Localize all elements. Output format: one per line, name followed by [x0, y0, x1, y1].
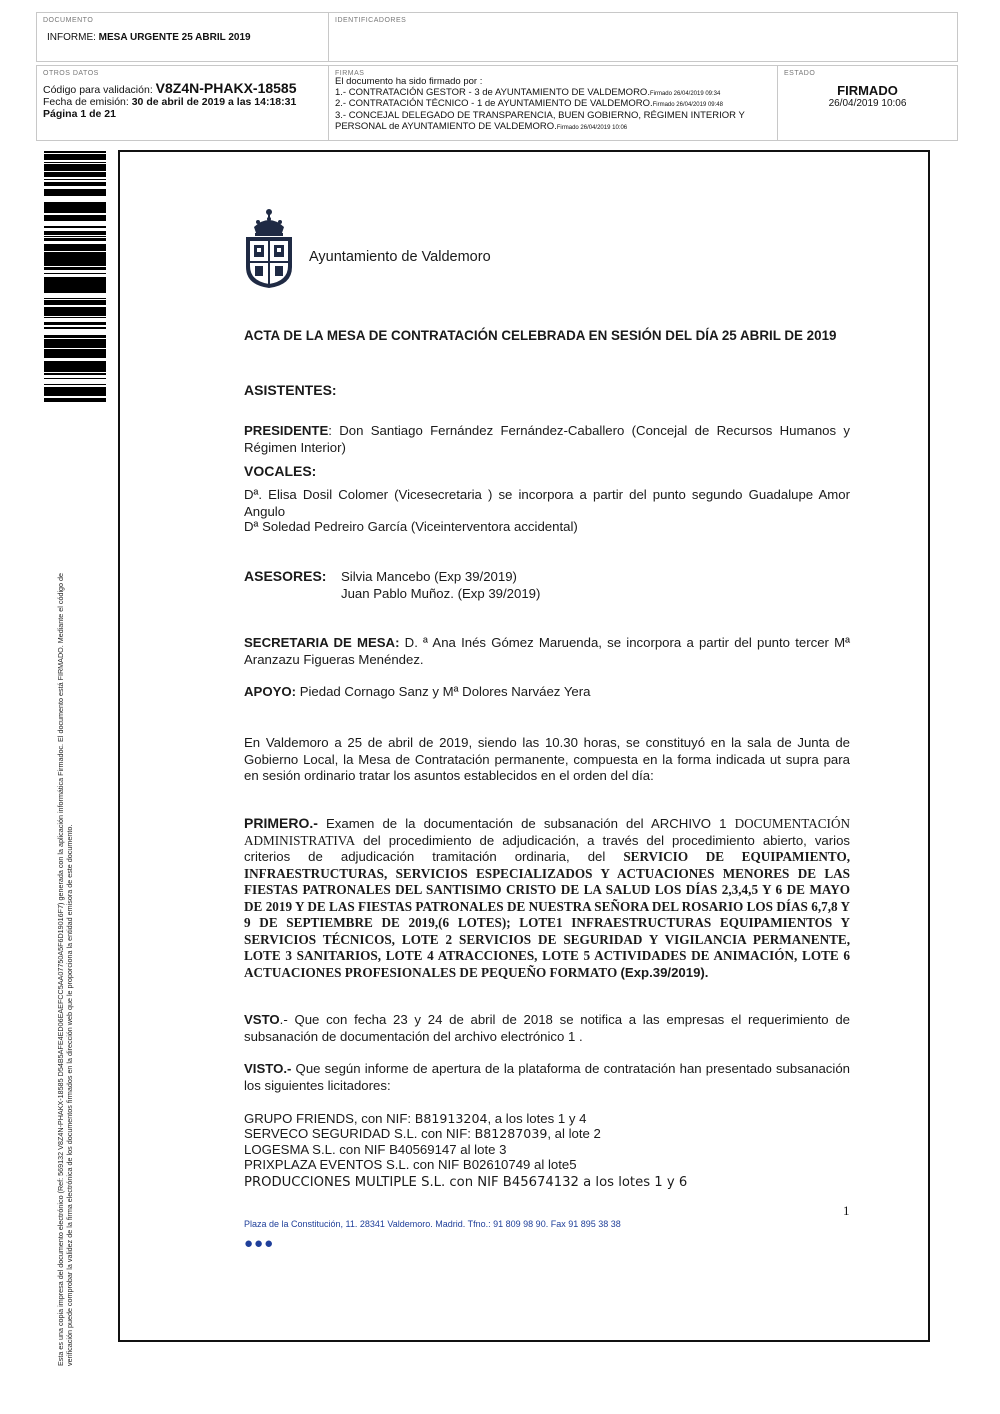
status-badge: FIRMADO: [837, 83, 898, 98]
estado-caption: ESTADO: [784, 70, 816, 77]
list-item: [244, 1111, 850, 1126]
vsto-paragraph: [244, 1012, 850, 1045]
signature-line: [335, 122, 771, 134]
secretaria-label: SECRETARIA DE MESA:: [244, 635, 400, 650]
firmas-caption: FIRMAS: [335, 70, 365, 77]
list-item: PRODUCCIONES MULTIPLE S.L. con NIF B45674132 a los lotes 1 y 6: [244, 1174, 688, 1190]
asesores-label: ASESORES:: [244, 568, 327, 584]
emission-date-line: [43, 96, 322, 108]
firmas-box: [328, 65, 778, 141]
document-title-value: MESA URGENTE 25 ABRIL 2019: [98, 32, 251, 43]
emission-date-label: Fecha de emisión:: [43, 96, 129, 108]
signature-text: PERSONAL de AYUNTAMIENTO DE VALDEMORO.: [335, 121, 557, 133]
vsto-label: VSTO: [244, 1012, 280, 1027]
identificadores-caption: IDENTIFICADORES: [335, 17, 407, 24]
primero-paragraph: [244, 815, 850, 981]
signature-text: 3.- CONCEJAL DELEGADO DE TRANSPARENCIA, BUEN GOBIERNO, RÉGIMEN INTERIOR Y: [335, 109, 745, 121]
page-count: Página 1 de 21: [43, 108, 116, 120]
letterhead-name: Ayuntamiento de Valdemoro: [309, 249, 491, 265]
primero-service-name: SERVICIO DE EQUIPAMIENTO, INFRAESTRUCTURAS, SERVICIOS ESPECIALIZADOS Y ACTUACIONES MENORES DE LAS FIESTAS PATRONALES DEL SANTISIMO CRISTO DE LA SALUD LOS DÍAS 2,3,4,5 Y 6 DE MAYO DE 2019 Y DE LAS FIESTAS PATRONALES DE NUESTRA SEÑORA DEL ROSARIO LOS DÍAS 6,7,8 Y 9 DE SEPTIEMBRE DE 2019,(6 LOTES); LOTE1 INFRAESTRUCTURAS EQUIPAMIENTOS Y SERVICIOS TÉCNICOS, LOTE 2 SERVICIOS DE SEGURIDAD Y VIGILANCIA PERMANENTE, LOTE 3 SANITARIOS, LOTE 4 ATRACCIONES, LOTE 5 ACTIVIDADES DE ANIMACIÓN, LOTE 6 ACTUACIONES PROFESIONALES DE PEQUEÑO FORMATO: [244, 849, 851, 980]
licitador-lotes: , al lote 2: [547, 1126, 601, 1142]
signature-stamp: Firmado 26/04/2019 10:06: [556, 125, 628, 132]
validation-code: V8Z4N-PHAKX-18585: [155, 80, 297, 96]
validation-code-label: Código para validación:: [43, 84, 153, 96]
estado-box: [777, 65, 958, 141]
side-text-line-1: Esta es una copia impresa del documento electrónico (Ref: 569132 V8Z4N-PHAKX-18585 D54B5AFE4ED06EAEFCC5AA07750A5F6D19016F7) generada con la aplicación informática Firmadoc. El documento está FIRMADO. Mediante el código de: [56, 572, 65, 1366]
identificadores-box: [328, 12, 958, 62]
list-item: [244, 1126, 850, 1141]
signature-stamp: Firmado 26/04/2019 09:48: [652, 102, 723, 109]
primero-text-c: del procedimiento de adjudicación, a través del procedimiento abierto, varios criterios de adjudicación tramitación ordinaria, del: [244, 832, 850, 864]
apoyo-label: APOYO:: [244, 684, 297, 699]
emission-date-value: 30 de abril de 2019 a las 14:18:31: [131, 96, 297, 108]
visto-paragraph: [244, 1061, 850, 1094]
firmas-intro: El documento ha sido firmado por :: [335, 76, 483, 87]
asistentes-heading: ASISTENTES:: [244, 382, 337, 398]
licitadores-list: [244, 1111, 850, 1190]
asesores-block: [244, 568, 850, 602]
coat-of-arms-logo: [244, 205, 294, 289]
documento-caption: DOCUMENTO: [43, 17, 94, 24]
presidente-label: PRESIDENTE: [244, 423, 329, 438]
otros-datos-caption: OTROS DATOS: [43, 70, 99, 77]
secretaria-text: D. ª Ana Inés Gómez Maruenda, se incorpora a partir del punto tercer Mª Aranzazu Figueras Menéndez.: [244, 635, 850, 667]
list-item: [244, 1157, 850, 1172]
licitador-lotes: , a los lotes 1 y 4: [487, 1111, 587, 1126]
footer-dots: ●●●: [244, 1235, 275, 1252]
presidente-paragraph: [244, 423, 850, 456]
asesor-name: Silvia Mancebo (Exp 39/2019): [341, 569, 517, 584]
document-title: [47, 32, 322, 43]
act-title: ACTA DE LA MESA DE CONTRATACIÓN CELEBRADA EN SESIÓN DEL DÍA 25 ABRIL DE 2019: [244, 328, 837, 343]
primero-label: PRIMERO.-: [244, 815, 318, 831]
otros-datos-box: [36, 65, 329, 141]
apoyo-paragraph: [244, 684, 850, 701]
licitador-text: PRIXPLAZA EVENTOS S.L. con NIF B02610749 al lote5: [244, 1157, 577, 1173]
documento-box: [36, 12, 329, 62]
licitador-text: LOGESMA S.L. con NIF B40569147 al lote 3: [244, 1141, 507, 1157]
vocal-paragraph: Dª Soledad Pedreiro García (Viceinterventora accidental): [244, 519, 578, 534]
apoyo-text: Piedad Cornago Sanz y Mª Dolores Narváez Yera: [296, 684, 591, 699]
signature-text: 1.- CONTRATACIÓN GESTOR - 3 de AYUNTAMIENTO DE VALDEMORO.: [335, 86, 650, 98]
status-date: 26/04/2019 10:06: [828, 98, 907, 109]
secretaria-paragraph: [244, 635, 850, 668]
validation-code-line: [43, 82, 322, 96]
vocal-paragraph: Dª. Elisa Dosil Colomer (Vicesecretaria ) se incorpora a partir del punto segundo Guadalupe Amor Angulo: [244, 487, 850, 519]
document-title-prefix: INFORME:: [47, 32, 96, 43]
footer-address: Plaza de la Constitución, 11. 28341 Valdemoro. Madrid. Tfno.: 91 809 98 90. Fax 91 895 38 38: [244, 1219, 621, 1229]
visto-text: Que según informe de apertura de la plataforma de contratación han presentado subsanación los siguientes licitadores:: [244, 1061, 850, 1093]
barcode-image: [44, 150, 106, 402]
asesor-name: Juan Pablo Muñoz. (Exp 39/2019): [341, 585, 541, 601]
primero-text-b: DOCUMENTACIÓN ADMINISTRATIVA: [244, 816, 850, 848]
presidente-text: : Don Santiago Fernández Fernández-Caballero (Concejal de Recursos Humanos y Régimen Interior): [244, 423, 850, 455]
visto-label: VISTO.-: [244, 1061, 292, 1076]
verification-side-text: [56, 426, 74, 1366]
licitador-text: GRUPO FRIENDS, con NIF:: [244, 1111, 415, 1126]
licitador-text: SERVECO SEGURIDAD S.L. con NIF:: [244, 1126, 475, 1142]
intro-paragraph: En Valdemoro a 25 de abril de 2019, siendo las 10.30 horas, se constituyó en la sala de Junta de Gobierno Local, la Mesa de Contratación permanente, compuesta en la forma indicada ut supra para en sesión ordinario tratar los asuntos establecidos en el orden del día:: [244, 735, 850, 783]
licitador-nif: B81287039: [474, 1126, 548, 1142]
list-item: [244, 1142, 850, 1157]
side-text-line-2: verificación puede comprobar la validez de la firma electrónica de los documentos firmados en la dirección web que le proporciona la entidad emisora de este documento.: [65, 824, 74, 1366]
primero-text-a: Examen de la documentación de subsanación del ARCHIVO 1: [317, 816, 735, 831]
signature-stamp: Firmado 26/04/2019 09:34: [649, 90, 721, 97]
licitador-nif: B81913204: [414, 1111, 488, 1126]
vsto-text: .- Que con fecha 23 y 24 de abril de 2018 se notifica a las empresas el requerimiento de subsanación de documentación del archivo electrónico 1 .: [244, 1012, 850, 1044]
primero-exp: (Exp.39/2019).: [620, 964, 709, 980]
page-number: 1: [843, 1203, 850, 1218]
vocales-heading: VOCALES:: [244, 463, 317, 479]
signature-text: 2.- CONTRATACIÓN TÉCNICO - 1 de AYUNTAMIENTO DE VALDEMORO.: [335, 98, 653, 110]
